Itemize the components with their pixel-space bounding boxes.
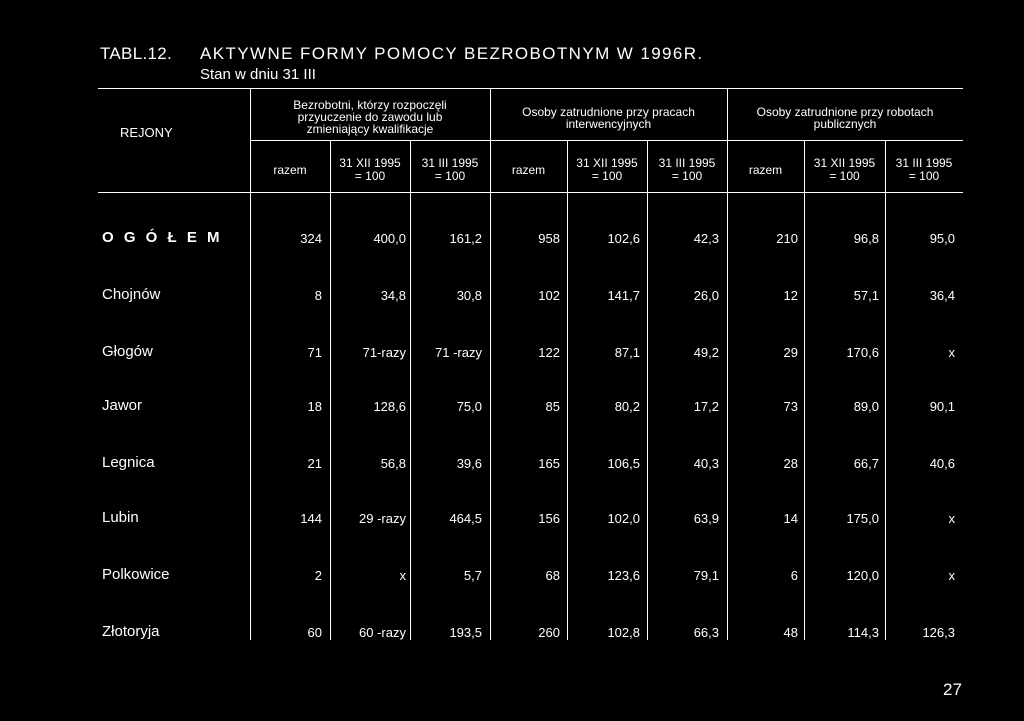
subheader-line: = 100 (591, 169, 623, 183)
col-divider (804, 140, 805, 640)
table-cell: 28 (783, 456, 798, 471)
subheader-dec (567, 157, 647, 183)
table-cell: 87,1 (614, 345, 640, 360)
table-cell: 39,6 (456, 456, 482, 471)
table-cell: 71-razy (362, 345, 406, 360)
table-cell: 96,8 (853, 231, 879, 246)
subheader-line: = 100 (908, 169, 940, 183)
subheader-mar (885, 157, 963, 183)
header-mid-rule (250, 140, 963, 141)
table-cell: 18 (307, 399, 322, 414)
table-cell: 5,7 (463, 568, 482, 583)
col-divider (330, 140, 331, 640)
subheader-line: = 100 (354, 169, 386, 183)
table-cell: 102,8 (607, 625, 640, 640)
table-cell: 30,8 (456, 288, 482, 303)
col-divider (647, 140, 648, 640)
table-cell: 63,9 (693, 511, 719, 526)
table-cell: 21 (307, 456, 322, 471)
subheader-mar (410, 157, 490, 183)
group2-line: Osoby zatrudnione przy pracach (522, 105, 695, 119)
table-cell: 156 (538, 511, 560, 526)
table-cell: 34,8 (380, 288, 406, 303)
group3-line: Osoby zatrudnione przy robotach (756, 105, 934, 119)
row-label-region: Lubin (102, 509, 139, 526)
table-cell: 49,2 (693, 345, 719, 360)
subheader-dec (330, 157, 410, 183)
row-label-region: Jawor (102, 397, 143, 414)
row-label-region: Polkowice (102, 566, 170, 583)
table-cell: x (948, 511, 955, 526)
row-label-total: O G Ó Ł E M (102, 229, 223, 246)
table-cell: 75,0 (456, 399, 482, 414)
column-header-group1 (250, 99, 490, 135)
subheader-mar (647, 157, 727, 183)
table-cell: 79,1 (693, 568, 719, 583)
table-cell: 141,7 (607, 288, 640, 303)
table-cell: 29 -razy (359, 511, 406, 526)
row-label-region: Złotoryja (102, 623, 160, 640)
table-cell: x (948, 568, 955, 583)
col-divider (567, 140, 568, 640)
table-cell: 90,1 (929, 399, 955, 414)
subheader-line: 31 III 1995 (895, 156, 953, 170)
table-cell: 123,6 (607, 568, 640, 583)
table-cell: 400,0 (373, 231, 406, 246)
table-cell: 210 (776, 231, 798, 246)
subheader-razem: razem (273, 163, 307, 177)
table-cell: 73 (783, 399, 798, 414)
table-cell: 42,3 (693, 231, 719, 246)
subheader-line: = 100 (671, 169, 703, 183)
table-cell: 60 -razy (359, 625, 406, 640)
table-cell: 36,4 (929, 288, 955, 303)
page-number: 27 (943, 680, 962, 699)
table-cell: 89,0 (853, 399, 879, 414)
table-cell: 122 (538, 345, 560, 360)
table-cell: 14 (783, 511, 798, 526)
col-divider (885, 140, 886, 640)
table-cell: 48 (783, 625, 798, 640)
column-header-group2 (490, 106, 727, 130)
table-cell: 66,7 (853, 456, 879, 471)
table-cell: x (399, 568, 406, 583)
table-cell: x (948, 345, 955, 360)
group1-line: Bezrobotni, którzy rozpoczęli (293, 98, 447, 112)
table-cell: 56,8 (380, 456, 406, 471)
table-cell: 12 (783, 288, 798, 303)
table-cell: 324 (300, 231, 322, 246)
group1-line: zmieniający kwalifikacje (306, 122, 434, 136)
table-cell: 106,5 (607, 456, 640, 471)
row-label-region: Legnica (102, 454, 155, 471)
subheader-line: = 100 (829, 169, 860, 183)
table-top-rule (98, 88, 963, 89)
table-cell: 165 (538, 456, 560, 471)
table-cell: 66,3 (693, 625, 719, 640)
table-cell: 71 (307, 345, 322, 360)
table-cell: 126,3 (922, 625, 955, 640)
row-label-region: Głogów (102, 343, 153, 360)
page-title: AKTYWNE FORMY POMOCY BEZROBOTNYM W 1996R. (200, 44, 704, 63)
group1-line: przyuczenie do zawodu lub (297, 110, 443, 124)
table-cell: 2 (314, 568, 322, 583)
table-cell: 161,2 (449, 231, 482, 246)
table-cell: 68 (545, 568, 560, 583)
table-cell: 40,3 (693, 456, 719, 471)
table-cell: 95,0 (929, 231, 955, 246)
table-cell: 128,6 (373, 399, 406, 414)
table-cell: 260 (538, 625, 560, 640)
table-cell: 464,5 (449, 511, 482, 526)
subheader-line: 31 XII 1995 (339, 156, 401, 170)
table-cell: 193,5 (449, 625, 482, 640)
table-cell: 102 (538, 288, 560, 303)
column-header-group3 (727, 106, 963, 130)
subheader-line: 31 XII 1995 (813, 156, 876, 170)
table-cell: 144 (300, 511, 322, 526)
table-cell: 170,6 (846, 345, 879, 360)
table-cell: 40,6 (929, 456, 955, 471)
row-label-region: Chojnów (102, 286, 161, 303)
subheader-dec (804, 157, 885, 183)
table-cell: 6 (790, 568, 798, 583)
subheader-line: 31 XII 1995 (576, 156, 638, 170)
table-cell: 85 (545, 399, 560, 414)
table-cell: 80,2 (614, 399, 640, 414)
col-divider (410, 140, 411, 640)
table-cell: 60 (307, 625, 322, 640)
subheader-razem: razem (511, 163, 546, 177)
subheader-razem: razem (748, 163, 783, 177)
table-cell: 57,1 (853, 288, 879, 303)
table-cell: 958 (538, 231, 560, 246)
table-cell: 29 (783, 345, 798, 360)
column-header-rejony: REJONY (120, 125, 173, 140)
page-subtitle: Stan w dniu 31 III (200, 66, 316, 83)
table-cell: 102,6 (607, 231, 640, 246)
subheader-line: 31 III 1995 (421, 156, 479, 170)
table-cell: 17,2 (693, 399, 719, 414)
table-cell: 175,0 (846, 511, 879, 526)
header-bottom-rule (98, 192, 963, 193)
table-cell: 26,0 (693, 288, 719, 303)
table-cell: 114,3 (847, 625, 879, 640)
group2-line: interwencyjnych (565, 117, 652, 131)
subheader-line: 31 III 1995 (658, 156, 716, 170)
subheader-line: = 100 (434, 169, 466, 183)
table-number: TABL.12. (100, 44, 173, 63)
table-cell: 71 -razy (435, 345, 482, 360)
group3-line: publicznych (813, 117, 877, 131)
table-cell: 8 (314, 288, 322, 303)
table-cell: 102,0 (607, 511, 640, 526)
table-cell: 120,0 (846, 568, 879, 583)
